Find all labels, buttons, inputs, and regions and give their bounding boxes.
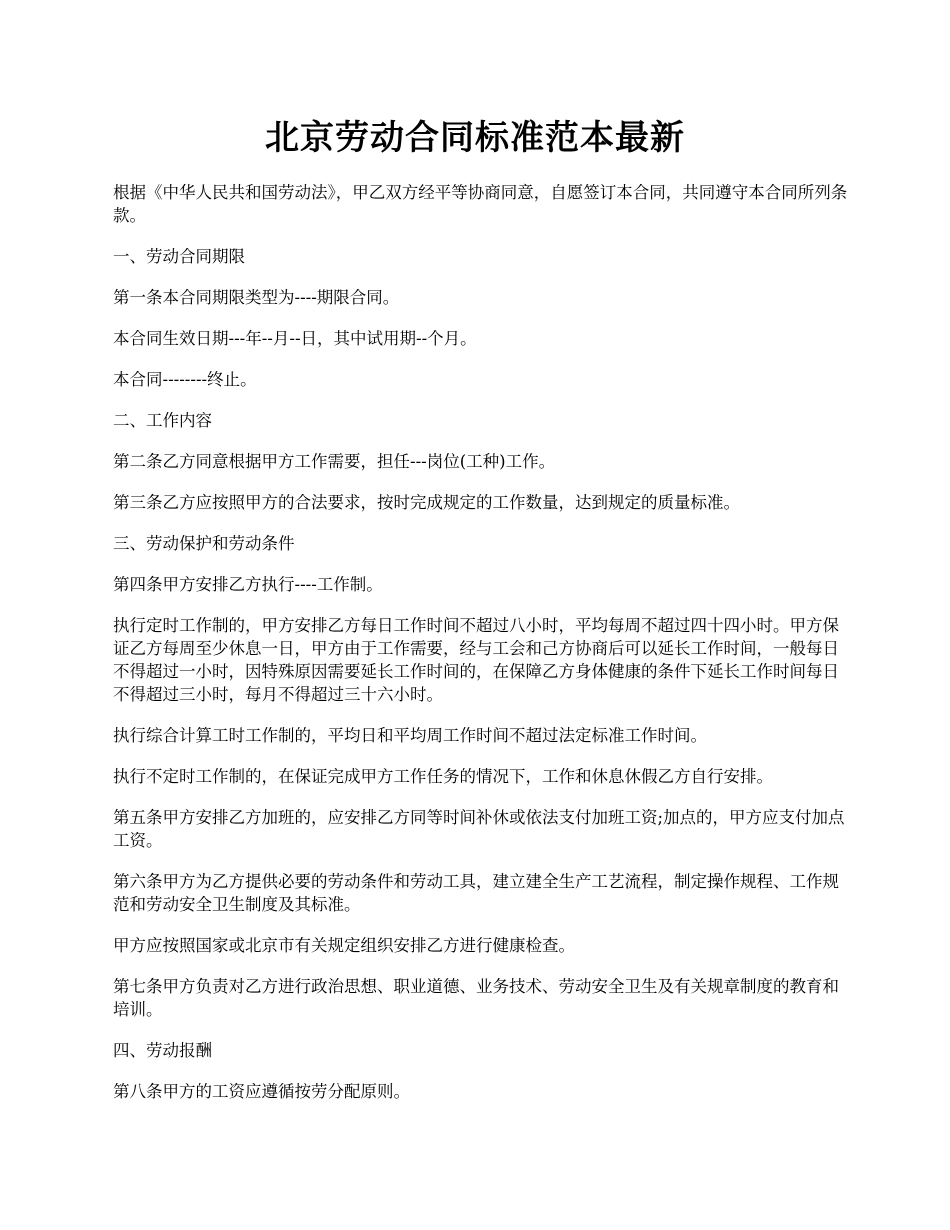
section-heading: 三、劳动保护和劳动条件 (113, 534, 295, 553)
clause-paragraph: 第七条甲方负责对乙方进行政治思想、职业道德、业务技术、劳动安全卫生及有关规章制度的教育和培训。 (113, 977, 839, 1019)
clause-paragraph: 执行综合计算工时工作制的，平均日和平均周工作时间不超过法定标准工作时间。 (113, 726, 707, 745)
clause-paragraph: 第二条乙方同意根据甲方工作需要，担任---岗位(工种)工作。 (113, 452, 556, 471)
clause-paragraph: 甲方应按照国家或北京市有关规定组织安排乙方进行健康检查。 (113, 936, 575, 955)
section-heading: 一、劳动合同期限 (113, 247, 245, 266)
clause-paragraph: 第一条本合同期限类型为----期限合同。 (113, 288, 400, 307)
clause-paragraph: 第三条乙方应按照甲方的合法要求，按时完成规定的工作数量，达到规定的质量标准。 (113, 493, 740, 512)
clause-paragraph: 第八条甲方的工资应遵循按劳分配原则。 (113, 1082, 410, 1101)
clause-paragraph: 第六条甲方为乙方提供必要的劳动条件和劳动工具，建立建全生产工艺流程，制定操作规程、工作规范和劳动安全卫生制度及其标准。 (113, 872, 839, 914)
intro-paragraph: 根据《中华人民共和国劳动法》，甲乙双方经平等协商同意，自愿签订本合同，共同遵守本合同所列条款。 (113, 183, 848, 225)
clause-paragraph: 本合同--------终止。 (113, 370, 257, 389)
document-title: 北京劳动合同标准范本最新 (265, 118, 685, 158)
clause-paragraph: 执行定时工作制的，甲方安排乙方每日工作时间不超过八小时，平均每周不超过四十四小时。甲方保证乙方每周至少休息一日，甲方由于工作需要，经与工会和己方协商后可以延长工作时间，一般每日不得超过一小时，因特殊原因需要延长工作时间的，在保障乙方身体健康的条件下延长工作时间每日不得超过三小时，每月不得超过三十六小时。 (113, 616, 839, 704)
clause-paragraph: 第五条甲方安排乙方加班的，应安排乙方同等时间补休或依法支付加班工资;加点的，甲方应支付加点工资。 (113, 808, 845, 850)
document-body (113, 181, 853, 1121)
clause-paragraph: 本合同生效日期---年--月--日，其中试用期--个月。 (113, 329, 477, 348)
section-heading: 四、劳动报酬 (113, 1041, 212, 1060)
section-heading: 二、工作内容 (113, 411, 212, 430)
clause-paragraph: 第四条甲方安排乙方执行----工作制。 (113, 575, 383, 594)
clause-paragraph: 执行不定时工作制的，在保证完成甲方工作任务的情况下，工作和休息休假乙方自行安排。 (113, 767, 773, 786)
